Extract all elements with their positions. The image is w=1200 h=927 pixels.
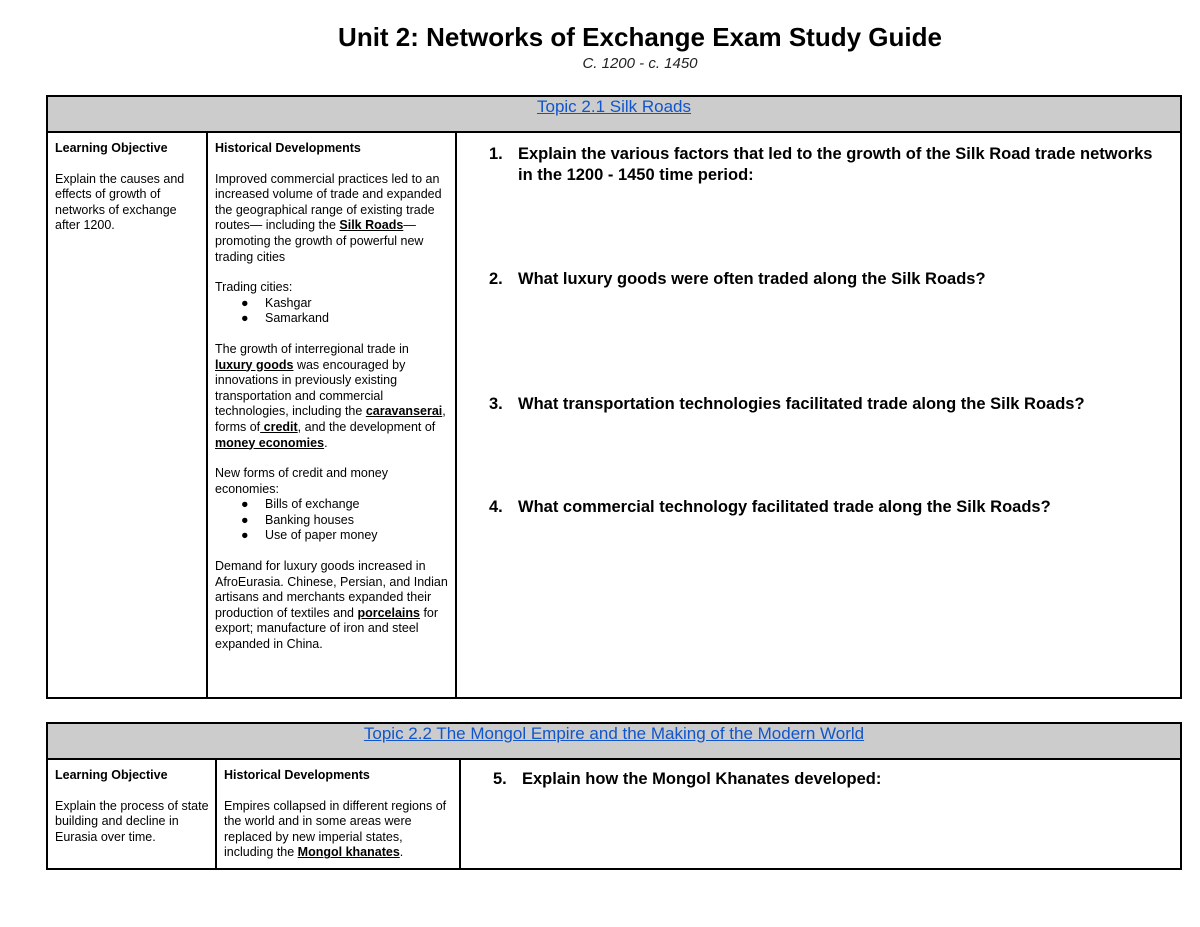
questions-cell [460,759,1181,869]
trading-cities-label: Trading cities: [215,280,293,295]
page-title: Unit 2: Networks of Exchange Exam Study Guide [338,22,942,52]
list-item: ● Bills of exchange [241,497,360,512]
page-subtitle: C. 1200 - c. 1450 [582,55,698,72]
key-term: Mongol khanates [297,845,400,860]
credit-label: New forms of credit and money economies: [215,466,388,496]
question-item: 4. What commercial technology facilitated trade along the Silk Roads? [489,498,1051,516]
topic-2-1-header [47,96,1181,132]
question-item: 5. Explain how the Mongol Khanates developed: [493,770,882,788]
learning-objective-label: Learning Objective [55,768,168,782]
key-term: credit [260,419,298,434]
development-paragraph: The growth of interregional trade in luxury goods was encouraged by innovations in previously existing transportation and commercial technologies, including the caravanserai, forms of credit, and the development of money economies. [215,341,446,450]
question-item: 3. What transportation technologies facilitated trade along the Silk Roads? [489,395,1085,413]
topic-2-1-table [46,95,1182,699]
credit-list [215,497,449,544]
development-paragraph: Improved commercial practices led to an increased volume of trade and expanded the geographical range of existing trade routes— including the Silk Roads—promoting the growth of powerful new trading cities [215,171,442,264]
key-term: luxury goods [215,357,294,372]
questions-cell [456,132,1181,698]
topic-2-2-link[interactable]: Topic 2.2 The Mongol Empire and the Making of the Modern World [363,724,865,743]
list-item: ● Kashgar [241,295,312,310]
question-item: 1. Explain the various factors that led to the growth of the Silk Road trade networks in the 1200 - 1450 time period: [489,145,1153,184]
learning-objective-label: Learning Objective [55,141,168,155]
list-item: ● Use of paper money [241,528,378,543]
development-paragraph: Demand for luxury goods increased in AfroEurasia. Chinese, Persian, and Indian artisans and merchants expanded their production of textiles and porcelains for export; manufacture of iron and steel expanded in China. [215,559,448,652]
historical-developments-cell [216,759,460,869]
question-item: 2. What luxury goods were often traded along the Silk Roads? [489,270,986,288]
key-term: Silk Roads [339,218,404,233]
learning-objective-cell [47,759,216,869]
historical-developments-label: Historical Developments [215,141,361,155]
learning-objective-cell [47,132,207,698]
topic-2-2-header [47,723,1181,759]
historical-developments-cell [207,132,456,698]
topic-2-1-link[interactable]: Topic 2.1 Silk Roads [536,97,692,116]
historical-developments-label: Historical Developments [224,768,370,782]
learning-objective-text: Explain the process of state building and decline in Eurasia over time. [55,798,209,844]
development-paragraph: Empires collapsed in different regions of the world and in some areas were replaced by new imperial states, including the Mongol khanates. [224,798,447,860]
key-term: caravanserai [365,404,443,419]
key-term: money economies [215,435,325,450]
list-item: ● Banking houses [241,512,354,527]
topic-2-2-table [46,722,1182,870]
learning-objective-text: Explain the causes and effects of growth of networks of exchange after 1200. [55,171,185,233]
trading-cities-list [215,296,449,327]
key-term: porcelains [357,605,420,620]
list-item: ● Samarkand [241,311,329,326]
